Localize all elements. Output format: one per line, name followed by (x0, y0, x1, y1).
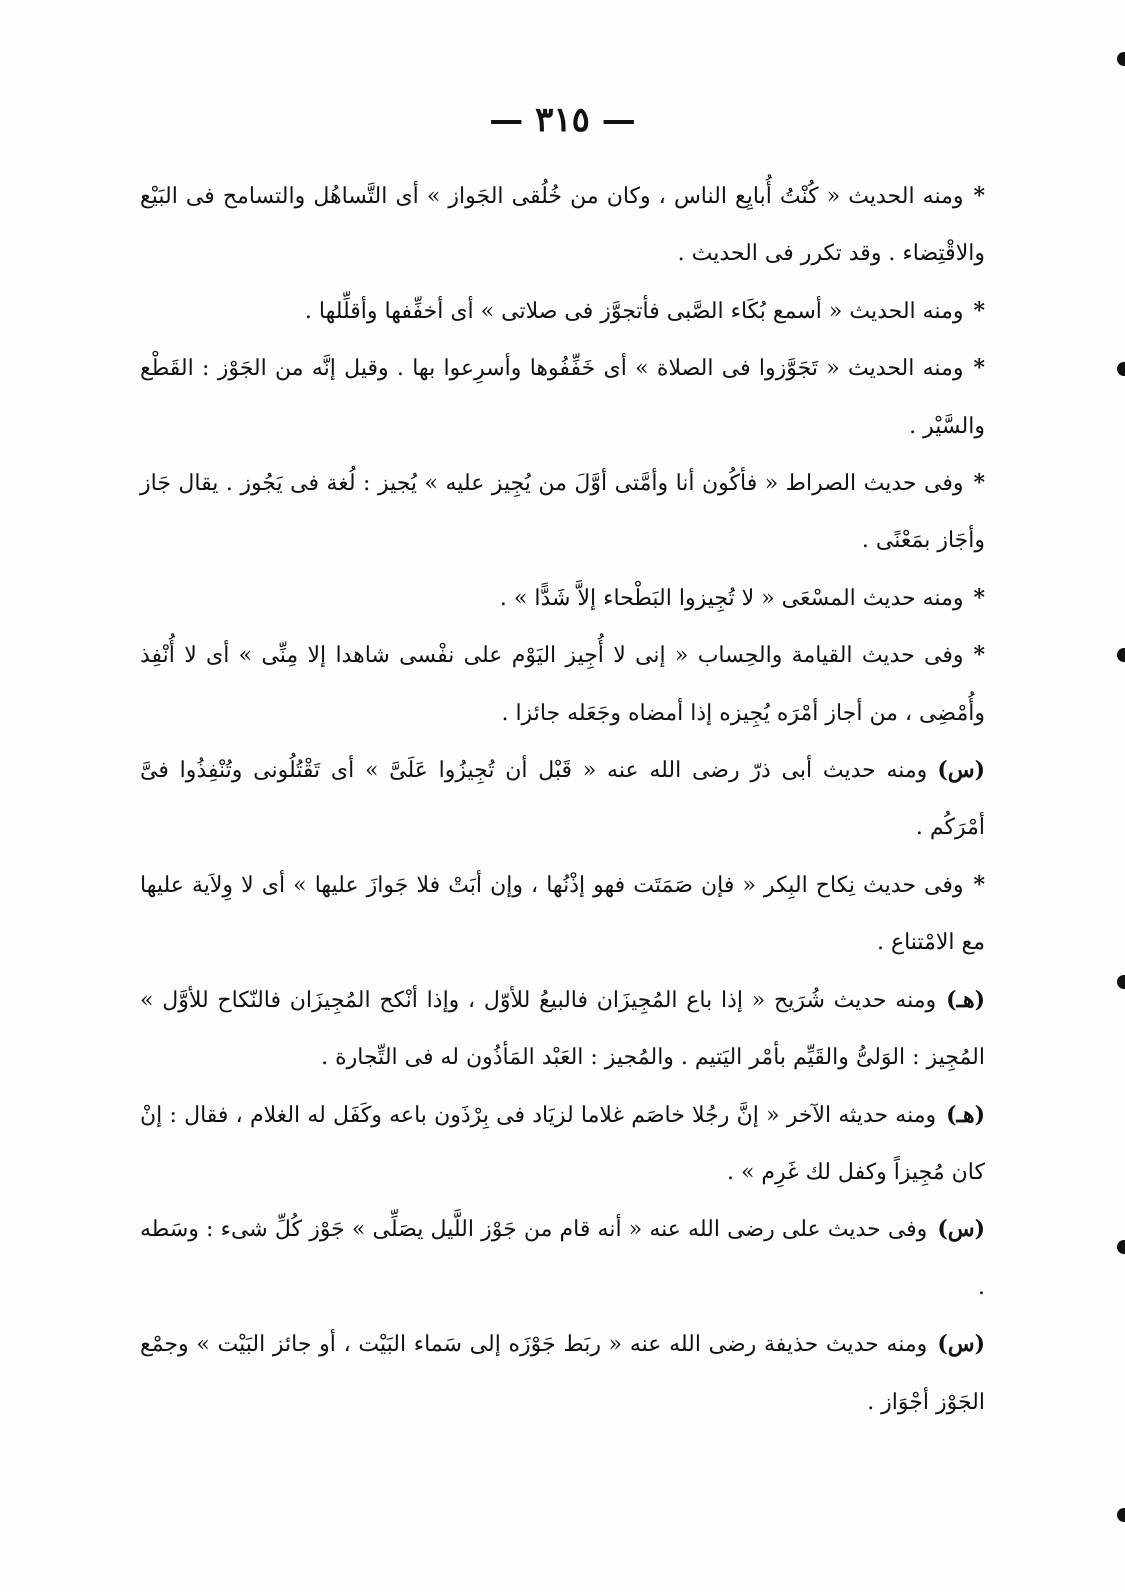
entry-marker: * (973, 183, 985, 209)
entry-12 (140, 1316, 985, 1431)
entry-text: وفى حديث على رضى الله عنه « أنه قام من جَوْز اللَّيل يصَلِّى » جَوْز كُلِّ شىء : وسَطه . (140, 1217, 985, 1300)
entry-text: ومنه الحديث « كُنْتُ أُبايِع الناس ، وكان من خُلُقى الجَواز » أى التَّساهُل والتسامح فى البَيْع والاقْتِضاء . وقد تكرر فى الحديث . (140, 184, 985, 267)
entry-text: ومنه الحديث « أسمع بُكَاء الصَّبى فأتجوَّز فى صلاتى » أى أخفِّفها وأقلِّلها . (304, 298, 964, 324)
entry-10 (140, 1087, 985, 1202)
entry-4 (140, 455, 985, 570)
entry-marker: (هـ) (946, 986, 985, 1013)
entry-marker: (س) (937, 757, 985, 784)
entry-text: ومنه حديث شُرَيح « إذا باع المُجِيزَان فالبيعُ للأوّل ، وإذا أنْكح المُجِيزَان فالنّكاح للأوَّل » المُجِيز : الوَلىُّ والقَيِّم بأمْر اليَتيم . والمُجيز : العَبْد المَأذُون له فى التِّجارة . (140, 987, 985, 1071)
scan-edge-mark (1117, 1240, 1125, 1254)
entry-2 (140, 283, 985, 340)
page-number: — ٣١٥ — (489, 100, 636, 140)
entry-6 (140, 627, 985, 742)
scan-edge-mark (1117, 52, 1125, 66)
entry-text: ومنه حديث حذيفة رضى الله عنه « ربَط جَوْزَه إلى سَماء البَيْت ، أو جائز البَيْت » وجمْع الجَوْز أجْوَاز . (140, 1332, 985, 1415)
entry-7 (140, 742, 985, 857)
entry-text: ومنه حديث المسْعَى « لا تُجِيزوا البَطْحاء إلاَّ شَدًّا » . (499, 585, 964, 611)
entry-marker: * (973, 642, 985, 669)
entry-text: ومنه حديثه الآخر « إنَّ رجُلا خاصَم غلاما لزيَاد فى بِرْذَون باعه وكَفَل له الغلام ، فقال : إنْ كان مُجِيزاً وكفل لك غَرِم » . (140, 1102, 985, 1185)
entry-3 (140, 340, 985, 455)
entry-5 (140, 570, 985, 627)
scan-edge-mark (1117, 648, 1125, 662)
entry-text: ومنه حديث أبى ذرّ رضى الله عنه « قَبْل أن تُجِيزُوا عَلَىَّ » أى تَقْتُلُونى وتُنْفِذُوا فىَّ أمْرَكُم . (140, 758, 985, 841)
entry-11 (140, 1201, 985, 1316)
entry-marker: * (973, 355, 985, 382)
scan-edge-mark (1117, 362, 1125, 376)
entry-8 (140, 857, 985, 972)
scan-edge-mark (1117, 1508, 1125, 1522)
entry-9 (140, 972, 985, 1087)
entry-1 (140, 168, 985, 283)
entry-text: وفى حديث القيامة والحِساب « إنى لا أُجِيز اليَوْم على نفْسى شاهدا إلا مِنِّى » أى لا أُنْفِذ وأُمْضِى ، من أجاز أمْرَه يُجِيزه إذا أمضاه وجَعَله جائزا . (140, 643, 985, 726)
entry-text: ومنه الحديث « تَجَوَّزوا فى الصلاة » أى خَفِّفُوها وأسرِعوا بها . وقيل إنَّه من الجَوْز : القَطْع والسَّيْر . (140, 356, 985, 439)
entry-text: وفى حديث الصراط « فأكُون أنا وأمَّتى أوَّلَ من يُجِيز عليه » يُجيز : لُغة فى يَجُوز . يقال جَاز وأجَاز بمَعْنًى . (140, 471, 985, 554)
scan-edge-mark (1117, 975, 1125, 989)
entry-marker: * (973, 584, 985, 611)
entry-marker: (س) (937, 1331, 985, 1358)
entries-text-block (140, 168, 985, 1431)
entry-marker: (هـ) (946, 1101, 985, 1128)
entry-marker: * (973, 297, 985, 324)
entry-text: وفى حديث نِكاح البِكر « فإن صَمَتَت فهو إذْنُها ، وإن أبَتْ فلا جَوازَ عليها » أى لا وِلاَية عليها مع الامْتناع . (140, 872, 985, 956)
entry-marker: * (973, 470, 985, 497)
entry-marker: (س) (937, 1216, 985, 1243)
entry-marker: * (973, 871, 985, 898)
